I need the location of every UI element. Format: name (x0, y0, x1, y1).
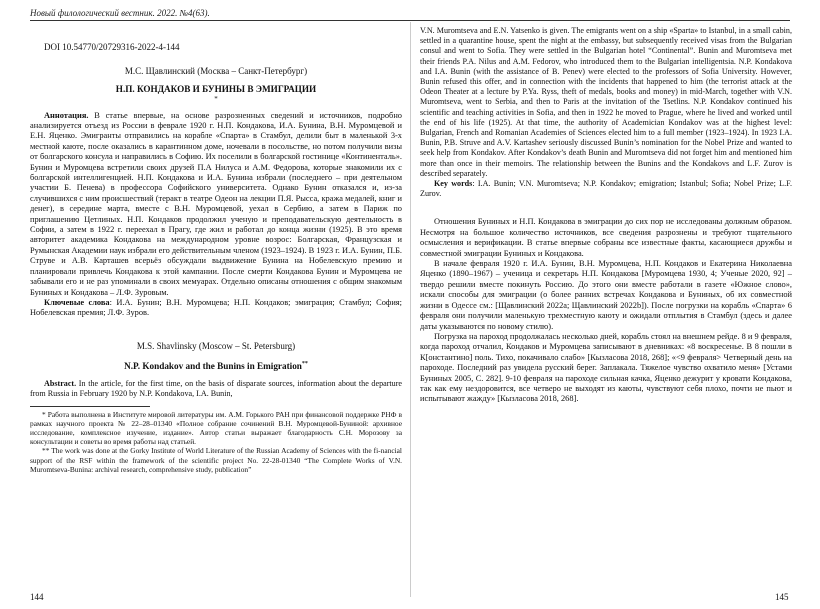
title-en-footnote-mark: ** (301, 360, 308, 367)
title-ru: Н.П. КОНДАКОВ И БУНИНЫ В ЭМИГРАЦИИ (115, 84, 317, 95)
body-paragraph-3: Погрузка на пароход продолжалась несколько дней, корабль стоял на внешнем рейде. 8 и 9 февраля, когда пароход отчалил, Кондаков и Муромцева записывают в дневниках: «8 воскресенье. В 8 пошли в К[онстантино] поль. Тихо, покачивало слабо» [Кызласова 2018, 268]; «<9 февраля> Четверный день на пароходе. Последний раз увидела русский берег. Заплакала. Тяжелое чувство охватило меня» [Устами Буниных 2005, С. 282]. 9-10 февраля на пароходе сильная качка, Яценко дежурит у кровати Кондакова, так как ему нездоровится, все четверо не выходят из каюты, чувствуют себя плохо, почти не пьют и испытывают жажду» [Кызласова 2018, 268]. (420, 331, 792, 404)
abstract-en-continued: V.N. Muromtseva and E.N. Yatsenko is given. The emigrants went on a ship «Sparta» to Istanbul, in a small cabin, settled in a quarantine house, spent the night at the embassy, but subsequently received visas from the Bulgarian consul and went to Sofia. They were settled in the Bulgarian hotel “Continental”. Bunin and Muromtseva met their friends P.A. Nilus and A.M. Fedorov, who introduced them to the Bulgarian intelligentsia. N.P. Kondakova and I.A. Bunin (with the assistance of B. Penev) were elected to the professors of Sofia University. However, Bunin refused this offer, and in connection with the incidents that happened to him (the terrorist attack at the Odeon Theater at a lecture by P.Ya. Ryss, theft of medals, books and money) in mid-March, together with V.N. Muromtseva, went to Serbia, and then to Paris at the invitation of the Tsetlins. N.P. Kondakov continued his scientific and teaching activities in Sofia, and then in 1922 he moved to Prague, where he lived and worked until the end of his life (1925). At that time, the authority of Academician Kondakov was at the highest level: Bulgarian, French and Romanian Academies of Sciences elected him to a full member (1923–1924). In 1923 I.A. Bunin, P.B. Struve and A.V. Kartashev seriously discussed Bunin’s nomination for the Nobel Prize and wanted to seek help from Kondakov. After Kondakov’s death Bunin and Muromtseva did not forget him and mentioned him more than once in their memoirs. The relationship between the Bunins and the Kondakovs and L.F. Zurov is described separately. (420, 26, 792, 178)
title-en (30, 359, 402, 371)
keywords-ru-text: : И.А. Бунин; В.Н. Муромцева; Н.П. Кондаков; эмиграция; Стамбул; София; Нобелевская премия; Л.Ф. Зуров. (30, 297, 402, 318)
keywords-en-text: : I.A. Bunin; V.N. Muromtseva; N.P. Kondakov; emigration; Istanbul; Sofia; Nobel Prize; L.F. Zurov. (420, 179, 793, 199)
journal-header: Новый филологический вестник. 2022. №4(63). (30, 8, 210, 18)
keywords-en (420, 179, 792, 199)
keywords-en-label: Key words (434, 179, 473, 189)
body-paragraph-2: В начале февраля 1920 г. И.А. Бунин, В.Н. Муромцева, Н.П. Кондаков и Екатерина Николаевна Яценко (1890–1967) – ученица и секретарь Н.П. Кондакова [Муромцева 1930, 4; Ученые 2020, 92] – твердо решили вместе покинуть Россию. До этого они вместе работали в газете «Южное слово», искали способы для эмиграции (о более ранних встречах Кондакова и Буниных, об их совместной жизни в Одессе см.: [Щавлинский 2022a; Щавлинский 2022b]). После погрузки на корабль «Спарта» 6 февраля они получили маленькую трехместную каюту и ожидали отплытия в Стамбул (здесь и далее даты указываются по новому стилю). (420, 259, 792, 331)
footnote-2: ** The work was done at the Gorky Institute of World Literature of the Russian Academy of Sciences with the fi-nancial support of the RSF within the framework of the scientific project No. 22-28-01340 “The Complete Works of V.N. Muromtseva-Bunina: archival research, comprehensive study, publication” (30, 446, 402, 474)
header-rule (30, 20, 790, 21)
title-ru-footnote-mark: * (214, 94, 218, 103)
left-page (30, 26, 402, 474)
title-en-text: N.P. Kondakov and the Bunins in Emigration (124, 361, 302, 371)
page-number-right: 145 (775, 592, 789, 602)
body-paragraph-1: Отношения Буниных и Н.П. Кондакова в эмиграции до сих пор не исследованы должным образом. Несмотря на большое количество источников, все сведения разрознены и требуют тщательного осмысления и верификации. В статье впервые собраны все известные факты, касающиеся дружбы и совместной эмиграции Буниных и Кондакова. (420, 217, 792, 258)
abstract-ru (30, 111, 402, 298)
footnote-1: * Работа выполнена в Институте мировой литературы им. А.М. Горького РАН при финансовой поддержке РНФ в рамках научного проекта № 22–28–01340 «Полное собрание сочинений В.Н. Муромцевой-Буниной: архивное исследование, комплексное изучение, издание». Автор статьи выражает благодарность С.Н. Морозову за консультации и советы во время работы над статьей. (30, 409, 402, 447)
abstract-en-text: In the article, for the first time, on the basis of disparate sources, information about the departure from Russia in February 1920 by N.P. Kondakova, I.A. Bunin, (30, 379, 402, 399)
abstract-en-label: Abstract. (44, 379, 77, 389)
keywords-ru-label: Ключевые слова (44, 297, 110, 307)
abstract-ru-label: Аннотация. (44, 110, 89, 120)
keywords-ru (30, 298, 402, 319)
abstract-en (30, 379, 402, 399)
page-number-left: 144 (30, 592, 44, 602)
author-ru: М.С. Щавлинский (Москва – Санкт-Петербург) (124, 66, 308, 77)
right-page (420, 26, 792, 405)
doi: DOI 10.54770/20729316-2022-4-144 (44, 42, 180, 52)
abstract-ru-text: В статье впервые, на основе разрозненных сведений и источников, подробно анализируется отъезд из России в феврале 1920 г. Н.П. Кондакова, И.А. Бунина, В.Н. Муромцевой и Е.Н. Яценко. Эмигранты отправились на корабле «Спарта» в Стамбул, делили быт в маленькой 3-х местной каюте, после оказались в карантинном доме, ночевали в посольстве, но потом получили визы от болгарского консула и направились в Софию. Их поселили в болгарской гостинице «Континенталь». Бунин и Муромцева встретили своих друзей П.А Нилуса и А.М. Федорова, которые знакомили их с болгарской интеллигенцией. Н.П. Кондакова и И.А. Бунина избрали (последнего – при деятельном участии Б. Пенева) в профессора Софийского университета. Однако Бунин отказался и, из-за случившихся с ним происшествий (теракт в театре Одеон на лекции П.Я. Рысса, кража медалей, книг и денег), в середине марта, вместе с В.Н. Муромцевой, уехал в Сербию, а затем в Париж по приглашению Цетлиных. Н.П. Кондаков продолжил ученую и преподавательскую деятельность в Софии, а затем в 1922 г. переехал в Прагу, где жил и работал до конца жизни (1925). В это время авторитет академика Кондакова на международном уровне возрос: Болгарская, Французская и Румынская Академии наук избрали его действительным членом (1923–1924). В 1923 г. И.А. Бунин, П.Б. Струве и А.В. Карташев всерьёз обсуждали выдвижение Бунина на Нобелевскую премию и планировали привлечь Кондакова к этой кампании. После смерти Кондакова Бунин и Муромцева не забывали его и не раз упоминали в своих мемуарах. Отдельно описаны отношения с общим знакомым Буниных и Кондакова – Л.Ф. Зуровым. (30, 110, 402, 297)
footnote-rule (30, 406, 150, 407)
author-en: M.S. Shavlinsky (Moscow – St. Petersburg) (136, 340, 296, 351)
column-divider (410, 22, 411, 597)
